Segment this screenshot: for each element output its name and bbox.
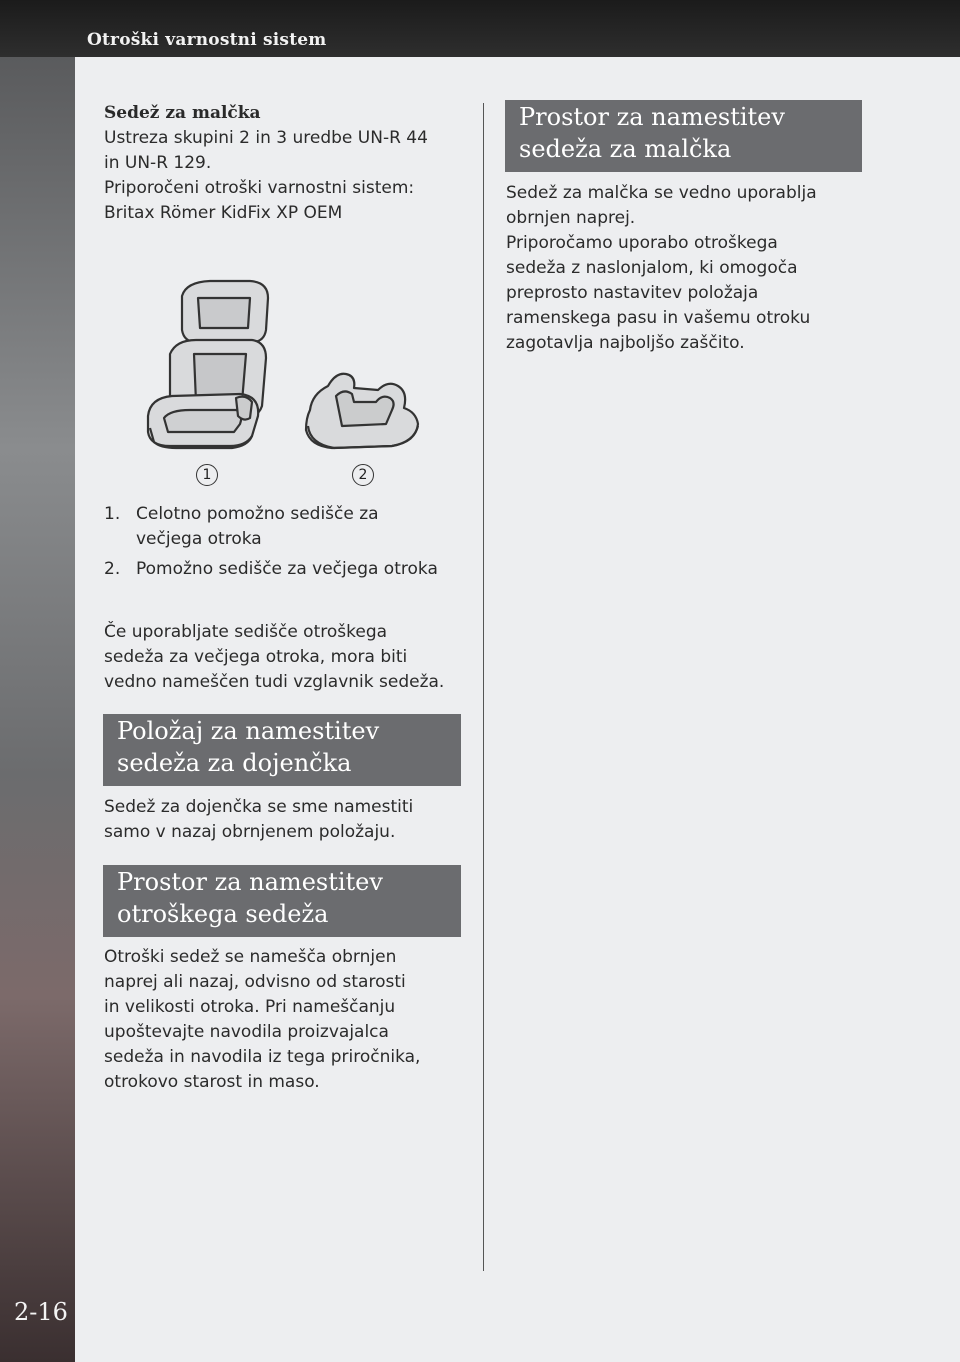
list-text: Celotno pomožno sedišče za — [136, 504, 379, 524]
body-line: naprej ali nazaj, odvisno od starosti — [104, 972, 406, 992]
body-line: samo v nazaj obrnjenem položaju. — [104, 822, 396, 842]
list-text: Pomožno sedišče za večjega otroka — [136, 559, 438, 579]
body-line: zagotavlja najboljšo zaščito. — [506, 333, 745, 353]
body-line: obrnjen naprej. — [506, 208, 636, 228]
booster-seat-info — [104, 101, 464, 226]
body-line: sedeža in navodila iz tega priročnika, — [104, 1047, 421, 1067]
list-item — [104, 557, 464, 582]
body-line: upoštevajte navodila proizvajalca — [104, 1022, 389, 1042]
booster-heading: Sedež za malčka — [104, 103, 261, 123]
page-number: 2-16 — [14, 1298, 68, 1326]
note-line: sedeža za večjega otroka, mora biti — [104, 647, 408, 667]
infant-seat-position-body — [104, 795, 464, 845]
header-bar — [0, 0, 960, 57]
headrest-note — [104, 620, 464, 695]
figure-label-1: 1 — [196, 464, 218, 486]
booster-cushion-icon — [306, 374, 418, 448]
note-line: Če uporabljate sedišče otroškega — [104, 622, 388, 642]
list-number: 2. — [104, 559, 121, 579]
section-heading-infant-seat-position — [103, 714, 461, 786]
booster-desc-line: Britax Römer KidFix XP OEM — [104, 203, 343, 223]
decorative-sidebar — [0, 57, 75, 1362]
booster-desc-line: in UN-R 129. — [104, 153, 212, 173]
body-line: Otroški sedež se namešča obrnjen — [104, 947, 397, 967]
body-line: in velikosti otroka. Pri nameščanju — [104, 997, 396, 1017]
list-item — [104, 502, 464, 552]
body-line: preprosto nastavitev položaja — [506, 283, 759, 303]
column-divider — [483, 103, 484, 1271]
note-line: vedno nameščen tudi vzglavnik sedeža. — [104, 672, 445, 692]
booster-seat-illustration — [140, 276, 430, 491]
body-line: Sedež za malčka se vedno uporablja — [506, 183, 817, 203]
section-title-line: sedeža za malčka — [519, 135, 732, 163]
booster-desc-line: Priporočeni otroški varnostni sistem: — [104, 178, 415, 198]
booster-seats-svg — [140, 276, 430, 491]
booster-desc-line: Ustreza skupini 2 in 3 uredbe UN-R 44 — [104, 128, 428, 148]
body-line: Priporočamo uporabo otroškega — [506, 233, 778, 253]
section-title-line: Položaj za namestitev — [117, 717, 380, 745]
full-booster-seat-icon — [148, 281, 268, 448]
section-title-line: otroškega sedeža — [117, 900, 329, 928]
figure-label-2: 2 — [352, 464, 374, 486]
seat-types-list — [104, 502, 464, 582]
section-heading-booster-seat-space — [505, 100, 862, 172]
list-number: 1. — [104, 504, 121, 524]
body-line: sedeža z naslonjalom, ki omogoča — [506, 258, 798, 278]
booster-seat-space-body — [506, 181, 866, 356]
body-line: Sedež za dojenčka se sme namestiti — [104, 797, 414, 817]
section-title-line: Prostor za namestitev — [117, 868, 383, 896]
page-header-title: Otroški varnostni sistem — [87, 30, 327, 50]
section-heading-child-seat-space — [103, 865, 461, 937]
child-seat-space-body — [104, 945, 464, 1095]
list-text: večjega otroka — [136, 529, 262, 549]
section-title-line: sedeža za dojenčka — [117, 749, 352, 777]
body-line: otrokovo starost in maso. — [104, 1072, 320, 1092]
body-line: ramenskega pasu in vašemu otroku — [506, 308, 811, 328]
section-title-line: Prostor za namestitev — [519, 103, 785, 131]
